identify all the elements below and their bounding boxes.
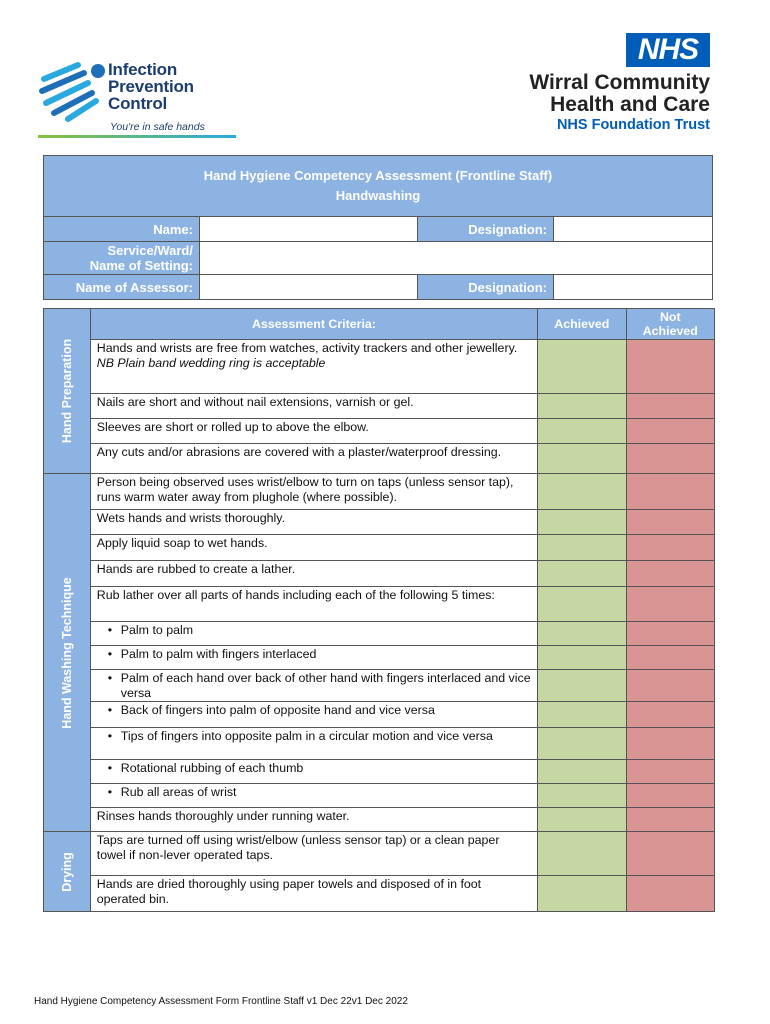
criterion-text: Hands are rubbed to create a lather. [90,561,537,587]
name-field[interactable] [200,217,418,242]
bullet-item [90,760,537,784]
assessment-table [43,308,715,912]
bullet-item [90,646,537,670]
bullet-item [90,784,537,808]
assessor-designation-field[interactable] [554,275,713,300]
achieved-cell[interactable] [538,340,626,394]
not-achieved-cell[interactable] [626,646,714,670]
achieved-cell[interactable] [538,535,626,561]
form-title [44,156,713,217]
criterion-text: Apply liquid soap to wet hands. [90,535,537,561]
footer-text: Hand Hygiene Competency Assessment Form Frontline Staff v1 Dec 22v1 Dec 2022 [34,996,408,1007]
achieved-header: Achieved [538,309,626,340]
details-table [43,155,713,300]
achieved-cell[interactable] [538,876,626,912]
assessor-field[interactable] [200,275,418,300]
criterion-text: Person being observed uses wrist/elbow to turn on taps (unless sensor tap), runs warm water away from plughole (where possible). [90,474,537,510]
not-achieved-cell[interactable] [626,728,714,760]
not-achieved-cell[interactable] [626,510,714,535]
not-achieved-cell[interactable] [626,702,714,728]
not-achieved-header [626,309,714,340]
hands-logo-icon [38,57,110,123]
not-achieved-cell[interactable] [626,670,714,702]
achieved-cell[interactable] [538,587,626,622]
not-achieved-cell[interactable] [626,832,714,876]
not-achieved-cell[interactable] [626,444,714,474]
bullet-text: • Back of fingers into palm of opposite hand and vice versa [97,703,531,718]
service-label-line1: Service/Ward/ [107,243,193,258]
achieved-cell[interactable] [538,670,626,702]
service-field[interactable] [200,242,713,275]
service-label-line2: Name of Setting: [89,258,193,273]
not-achieved-cell[interactable] [626,340,714,394]
achieved-cell[interactable] [538,474,626,510]
not-achieved-cell[interactable] [626,784,714,808]
achieved-cell[interactable] [538,394,626,419]
criterion-note: NB Plain band wedding ring is acceptable [96,355,326,370]
bullet-text: • Tips of fingers into opposite palm in a circular motion and vice versa [97,729,531,744]
achieved-cell[interactable] [538,561,626,587]
criterion-text: Hands and wrists are free from watches, activity trackers and other jewellery. [96,341,518,355]
achieved-cell[interactable] [538,784,626,808]
achieved-cell[interactable] [538,760,626,784]
bullet-text: • Rub all areas of wrist [97,785,531,800]
bullet-text: • Palm to palm with fingers interlaced [97,647,531,662]
criteria-header: Assessment Criteria: [90,309,537,340]
designation-field[interactable] [554,217,713,242]
not-achieved-cell[interactable] [626,419,714,444]
achieved-cell[interactable] [538,832,626,876]
criterion-text: Rinses hands thoroughly under running water. [90,808,537,832]
form-title-line1: Hand Hygiene Competency Assessment (Frontline Staff) [203,168,553,183]
section-hand-preparation [44,309,91,474]
criterion-text: Wets hands and wrists thoroughly. [90,510,537,535]
section-hand-washing-technique [44,474,91,832]
trust-subtitle: NHS Foundation Trust [556,117,710,133]
not-achieved-cell[interactable] [626,561,714,587]
ipc-tagline: You're in safe hands [110,121,205,133]
section-drying [44,832,91,912]
achieved-cell[interactable] [538,728,626,760]
bullet-text: • Palm to palm [97,623,531,638]
achieved-cell[interactable] [538,702,626,728]
not-achieved-cell[interactable] [626,760,714,784]
not-achieved-cell[interactable] [626,394,714,419]
achieved-cell[interactable] [538,646,626,670]
trust-name-line2: Health and Care [550,93,710,116]
assessor-designation-label: Designation: [418,275,554,300]
bullet-item [90,670,537,702]
nhs-logo: NHS [626,33,710,67]
not-achieved-cell[interactable] [626,622,714,646]
ipc-name-line: Prevention [108,77,194,96]
bullet-text: • Palm of each hand over back of other hand with fingers interlaced and vice versa [97,671,531,700]
not-achieved-header-line2: Achieved [642,324,698,338]
achieved-cell[interactable] [538,808,626,832]
achieved-cell[interactable] [538,444,626,474]
not-achieved-cell[interactable] [626,587,714,622]
ipc-divider [38,135,236,138]
ipc-name-line: Infection [108,60,178,79]
section-label: Hand Preparation [59,338,74,444]
criterion-text: Hands are dried thoroughly using paper towels and disposed of in foot operated bin. [90,876,537,912]
not-achieved-cell[interactable] [626,535,714,561]
trust-name-line1: Wirral Community [529,71,710,94]
ipc-logo [38,55,238,140]
section-label: Hand Washing Technique [59,576,74,729]
assessor-label: Name of Assessor: [44,275,200,300]
section-label: Drying [59,851,74,892]
bullet-item [90,622,537,646]
achieved-cell[interactable] [538,622,626,646]
bullet-item [90,702,537,728]
criterion-text: Any cuts and/or abrasions are covered with a plaster/waterproof dressing. [90,444,537,474]
not-achieved-header-line1: Not [659,310,681,324]
criterion-text: Taps are turned off using wrist/elbow (unless sensor tap) or a clean paper towel if non-lever operated taps. [90,832,537,876]
designation-label: Designation: [418,217,554,242]
ipc-name-line: Control [108,94,168,113]
criterion-row [90,340,537,394]
not-achieved-cell[interactable] [626,474,714,510]
service-label [44,242,200,275]
achieved-cell[interactable] [538,419,626,444]
not-achieved-cell[interactable] [626,808,714,832]
criterion-text: Sleeves are short or rolled up to above the elbow. [90,419,537,444]
bullet-item [90,728,537,760]
criterion-text: Nails are short and without nail extensions, varnish or gel. [90,394,537,419]
criterion-text: Rub lather over all parts of hands including each of the following 5 times: [90,587,537,622]
not-achieved-cell[interactable] [626,876,714,912]
achieved-cell[interactable] [538,510,626,535]
name-label: Name: [44,217,200,242]
trust-name [529,72,710,116]
bullet-text: • Rotational rubbing of each thumb [97,761,531,776]
form-title-line2: Handwashing [335,188,421,203]
